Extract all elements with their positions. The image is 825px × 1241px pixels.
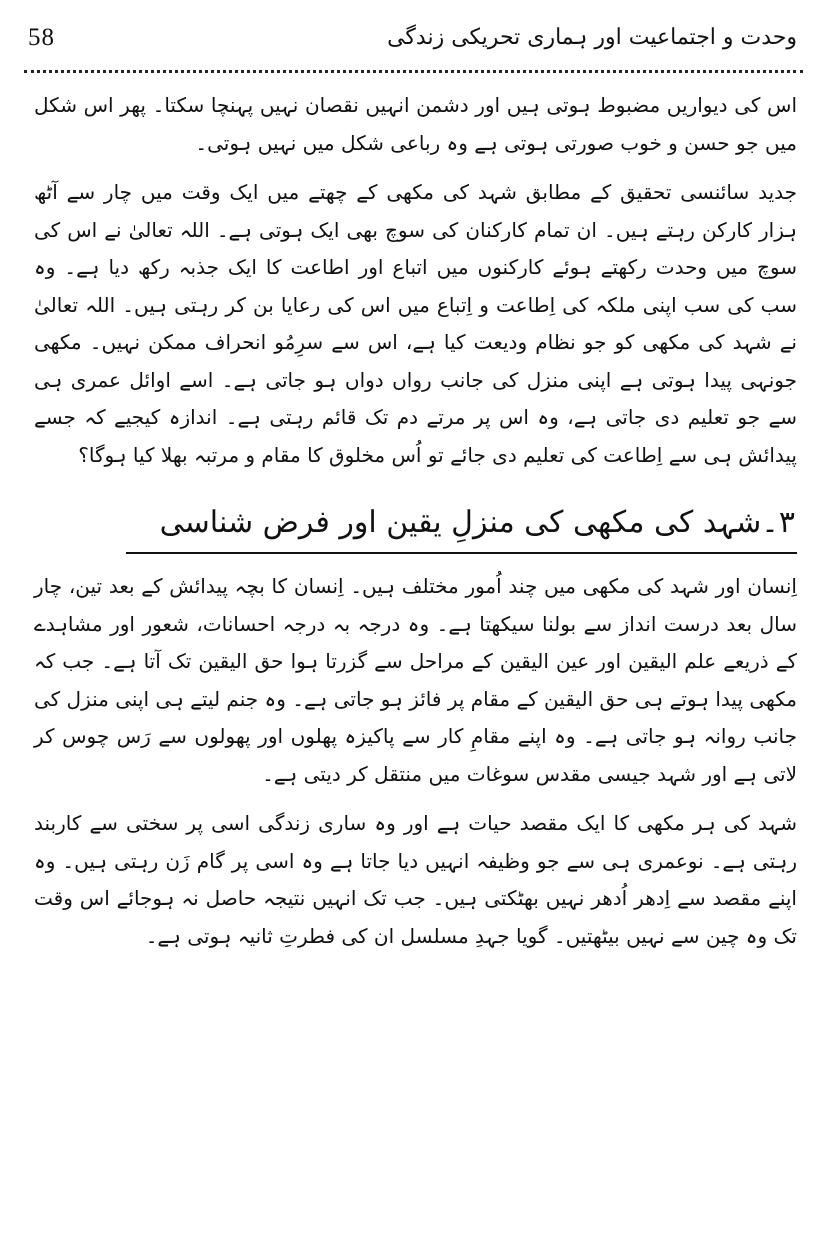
page-content <box>24 87 803 474</box>
page-header <box>24 18 803 58</box>
paragraph-1: اس کی دیواریں مضبوط ہوتی ہیں اور دشمن انہیں نقصان نہیں پہنچا سکتا۔ پھر اس شکل میں جو حسن و خوب صورتی ہوتی ہے وہ رباعی شکل میں نہیں ہوتی۔ <box>34 93 797 155</box>
running-title: وحدت و اجتماعیت اور ہماری تحریکی زندگی <box>387 25 797 50</box>
page-content-2 <box>24 568 803 955</box>
paragraph-2: جدید سائنسی تحقیق کے مطابق شہد کی مکھی کے چھتے میں ایک وقت میں چار سے آٹھ ہزار کارکن رہتے ہیں۔ ان تمام کارکنان کی سوچ بھی ایک ہوتی ہے۔ اللہ تعالیٰ نے اس کی سوچ میں وحدت رکھتے ہوئے کارکنوں میں اتباع اور اطاعت کا ایک جذبہ رکھ دیا ہے۔ وہ سب کی سب اپنی ملکہ کی اِطاعت و اِتباع میں اس کی رعایا بن کر رہتی ہیں۔ اللہ تعالیٰ نے شہد کی مکھی کو جو نظام ودیعت کیا ہے، اس سے سرِمُو انحراف ممکن نہیں۔ مکھی جونہی پیدا ہوتی ہے اپنی منزل کی جانب رواں دواں ہو جاتی ہے۔ اسے اوائل عمری ہی سے جو تعلیم دی جاتی ہے، وہ اس پر مرتے دم تک قائم رہتی ہے۔ اندازہ کیجیے کہ جسے پیدائش ہی سے اِطاعت کی تعلیم دی جائے تو اُس مخلوق کا مقام و مرتبہ بھلا کیا ہوگا؟ <box>34 180 797 467</box>
header-dotted-rule <box>24 70 803 73</box>
section-heading-wrap <box>24 500 803 554</box>
paragraph-3: اِنسان اور شہد کی مکھی میں چند اُمور مختلف ہیں۔ اِنسان کا بچہ پیدائش کے بعد تین، چار سال بعد درست انداز سے بولنا سیکھتا ہے۔ وہ درجہ بہ درجہ احسانات، شعور اور مشاہدے کے ذریعے علم الیقین اور عین الیقین کے مراحل سے گزرتا ہوا حق الیقین تک آتا ہے۔ جب کہ مکھی پیدا ہوتے ہی حق الیقین کے مقام پر فائز ہو جاتی ہے۔ وہ جنم لیتے ہی اپنی منزل کی جانب روانہ ہو جاتی ہے۔ وہ اپنے مقامِ کار سے پاکیزہ پھلوں اور پھولوں سے رَس چوس کر لاتی ہے اور شہد جیسی مقدس سوغات میں منتقل کر دیتی ہے۔ <box>34 574 797 786</box>
section-heading: ۳۔شہد کی مکھی کی منزلِ یقین اور فرض شناسی <box>126 500 797 554</box>
paragraph-4: شہد کی ہر مکھی کا ایک مقصد حیات ہے اور وہ ساری زندگی اسی پر سختی سے کاربند رہتی ہے۔ نوعمری ہی سے جو وظیفہ انہیں دیا جاتا ہے وہ اسی پر گام زَن رہتی ہیں۔ وہ اپنے مقصد سے اِدھر اُدھر نہیں بھٹکتی ہیں۔ جب تک انہیں نتیجہ حاصل نہ ہوجائے اس وقت تک وہ چین سے نہیں بیٹھتیں۔ گویا جہدِ مسلسل ان کی فطرتِ ثانیہ ہوتی ہے۔ <box>34 811 797 948</box>
page-number: 58 <box>28 24 55 51</box>
